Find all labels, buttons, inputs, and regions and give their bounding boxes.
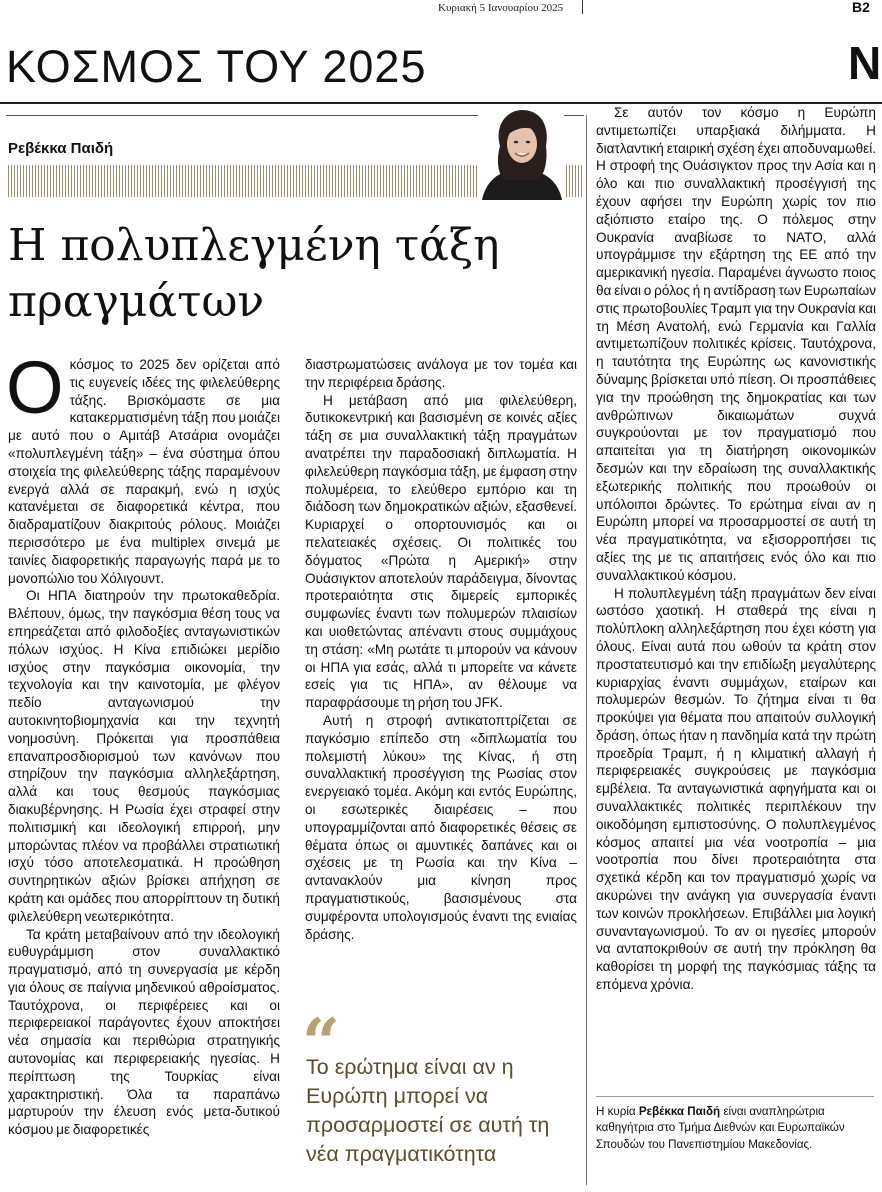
paragraph-text: κόσμος το 2025 δεν ορίζεται από τις ευγενείς ιδέες της φιλελεύθερης τάξης. Βρισκόμαστε σε μια κατακερματισμένη τάξη που μοιάζει με αυτό που ο Αμιτάβ Ατσάρια ονομάζει «πολυπλεγμένη τάξη» – ένα σύστημα όπου στοιχεία της φιλελεύθερης τάξης παραμένουν ενεργά αλλά σε παρακμή, ενώ η ισχύς κατανέμεται σε διαφορετικά κέντρα, που διαδραματίζουν διακριτούς ρόλους. Μοιάζει περισσότερο με ένα multiplex σινεμά με ταινίες διαφορετικής παραγωγής παρά με το μονοπώλιο του Χόλιγουντ. [8,357,280,586]
column-rule [586,115,587,1185]
article-column-2 [305,356,577,943]
paragraph: Τα κράτη μεταβαίνουν από την ιδεολογική ευθυγράμμιση στον συναλλακτικό πραγματισμό, από τη συνεργασία με κέρδη για όλους σε παίγνια μηδενικού αθροίσματος. Ταυτόχρονα, οι περιφέρειες και οι περιφερειακοί παράγοντες έχουν αποκτήσει νέα σημασία και περιθώρια στρατηγικής αυτονομίας και περιφερειακής ηγεσίας. Η περίπτωση της Τουρκίας είναι χαρακτηριστική. Όλα τα παραπάνω μαρτυρούν την έλευση ενός μετα-δυτικού κόσμου με διαφορετικές [8,926,280,1138]
paragraph [6,346,280,587]
paragraph: Οι ΗΠΑ διατηρούν την πρωτοκαθεδρία. Βλέπουν, όμως, την παγκόσμια θέση τους να επηρεάζεται από φιλοδοξίες ανταγωνιστικών πόλων ισχύος. Η Κίνα επιδιώκει μερίδιο ισχύος στην παγκόσμια οικονομία, την τεχνολογία και την καινοτομία, με φλέγον πεδίο ανταγωνισμού την αυτοκινητοβιομηχανία και την τεχνητή νοημοσύνη. Πρόκειται για προσπάθεια επαναπροσδιορισμού των κανόνων που στηρίζουν την παγκόσμια αλληλεξάρτηση, αλλά και τους θεσμούς παγκόσμιας διακυβέρνησης. Η Ρωσία έχει στραφεί στην πολιτισμική και ιδεολογική επιρροή, μην μπορώντας πλέον να προβάλλει στρατιωτική ισχύ τόσο αποτελεσματικά. Η προώθηση συντηρητικών αξιών βρίσκει απήχηση σε κράτη και ομάδες που απορρίπτουν τη δυτική φιλελεύθερη νεωτερικότητα. [8,588,280,924]
author-byline: Ρεβέκκα Παιδή [8,140,114,157]
paragraph: Η πολυπλεγμένη τάξη πραγμάτων δεν είναι ωστόσο χαοτική. Η σταθερά της είναι η πολύπλοκη αλληλεξάρτηση που έχει κόστη για όλους. Είναι αυτά που ωθούν τα κράτη στον προστατευτισμό και την επιδίωξη μεγαλύτερης κυριαρχίας έναντι συμμάχων, εταίρων και πολυμερών θεσμών. Το ζήτημα είναι τι θα προκύψει για θέματα που απαιτούν συλλογική δράση, όπως ήταν η πανδημία κατά την πρώτη προεδρία Τραμπ, ή η κλιματική αλλαγή ή περιφερειακές συγκρούσεις με παγκόσμια εμβέλεια. Τα ανταγωνιστικά αφηγήματα και οι συναλλακτικές πολιτικές περιπλέκουν την οικοδόμηση εμπιστοσύνης. Ο πολυπλεγμένος κόσμος απαιτεί μια νέα νοοτροπία – μια νοοτροπία που δίνει προτεραιότητα στα σχετικά κέρδη και τον πραγματισμό χωρίς να ακυρώνει την ανάγκη για συνεργασία έναντι των κοινών προκλήσεων. Επιβάλλει μια λογική συνανταγωνισμού. Το αν οι ηγεσίες μπορούν να ανταποκριθούν σε αυτή την πρόκληση θα καθορίσει τη μορφή της παγκόσμιας τάξης τα επόμενα χρόνια. [596,585,876,993]
bio-rule [596,1096,874,1097]
author-portrait-image [478,106,564,200]
pull-quote: Το ερώτημα είναι αν η Ευρώπη μπορεί να προσαρμοστεί σε αυτή τη νέα πραγματικότητα [306,1055,550,1166]
issue-date: Κυριακή 5 Ιανουαρίου 2025 [438,2,564,14]
drop-cap: Ο [6,346,64,429]
quote-mark-icon: “ [302,1004,340,1082]
bio-name: Ρεβέκκα Παιδή [638,1105,721,1118]
paragraph: Η μετάβαση από μια φιλελεύθερη, δυτικοκεντρική και βασισμένη σε κοινές αξίες τάξη σε μια συναλλακτική τάξη πραγμάτων ανατρέπει την παραδοσιακή διπλωματία. Η φιλελεύθερη παγκόσμια τάξη, με έμφαση στην πολυμέρεια, το ελεύθερο εμπόριο και τη διάδοση των δημοκρατικών αξιών, εξασθενεί. Κυριαρχεί ο οπορτουνισμός και οι πελατειακές σχέσεις. Οι πολιτικές του δόγματος «Πρώτα η Αμερική» στην Ουάσιγκτον αποτελούν παράδειγμα, δίνοντας προτεραιότητα στις διμερείς εμπορικές συμφωνίες έναντι των πολυμερών πλαισίων και υιοθετώντας απέναντι στους συμμάχους τη στάση: «Μη ρωτάτε τι μπορούν να κάνουν οι ΗΠΑ για εσάς, αλλά τι μπορείτε να κάνετε εσείς για τις ΗΠΑ», αν θέλουμε να παραφράσουμε τη ρήση του JFK. [305,392,577,711]
article-column-3 [596,104,876,994]
bio-text: είναι αναπληρώτρια καθηγήτρια στο Τμήμα Διεθνών και Ευρωπαϊκών Σπουδών του Πανεπιστημίου Μακεδονίας. [596,1105,845,1151]
date-divider [582,0,583,14]
paragraph: διαστρωματώσεις ανάλογα με τον τομέα και την περιφέρεια δράσης. [305,357,577,390]
author-photo [478,106,564,200]
article-headline: Η πολυπλεγμένη τάξη πραγμάτων [8,220,500,327]
author-bio [596,1104,876,1153]
newspaper-logo: N [848,37,882,89]
section-title: ΚΟΣΜΟΣ ΤΟΥ 2025 [6,41,427,92]
article-column-1 [6,346,280,1139]
bio-prefix: Η κυρία [596,1105,639,1118]
paragraph: Αυτή η στροφή αντικατοπτρίζεται σε παγκόσμιο επίπεδο στη «διπλωματία του πολεμιστή λύκου» της Κίνας, ή στη συναλλακτική προσέγγιση της Ρωσίας στον ενεργειακό τομέα. Ακόμη και εντός Ευρώπης, οι εσωτερικές διαιρέσεις – που υπογραμμίζονται από διαφορετικές θέσεις σε θέματα όπως οι αμυντικές δαπάνες και οι σχέσεις με τη Ρωσία και την Κίνα – αντανακλούν μια κίνηση προς πραγματιστικούς, βασισμένους στα συμφέροντα υπολογισμούς έναντι της ενιαίας δράσης. [305,712,577,942]
page-number: B2 [852,0,870,15]
paragraph: Σε αυτόν τον κόσμο η Ευρώπη αντιμετωπίζει υπαρξιακά διλήμματα. Η διατλαντική εταιρική σχέση έχει αποδυναμωθεί. Η στροφή της Ουάσιγκτον προς την Ασία και η όλο και πιο συναλλακτική προσέγγισή της έχουν αφήσει την Ευρώπη χωρίς τον πιο αξιόπιστο εταίρο της. Ο πόλεμος στην Ουκρανία αναβίωσε το ΝΑΤΟ, αλλά υπογράμμισε την εξάρτηση της ΕΕ από την αμερικανική ηγεσία. Παραμένει άγνωστο ποιος θα είναι ο ρόλος ή η αντίδραση των Ευρωπαίων στις πρωτοβουλίες Τραμπ για την Ουκρανία και τη Μέση Ανατολή, ενώ Γερμανία και Γαλλία αντιμετωπίζουν πολιτικές κρίσεις. Ταυτόχρονα, η ταυτότητα της Ευρώπης ως κανονιστικής δύναμης βρίσκεται υπό πίεση. Οι προσπάθειες για την προώθηση της δημοκρατίας και των ανθρώπινων δικαιωμάτων συχνά συγκρούονται με τον πραγματισμό που απαιτείται για τη διατήρηση οικονομικών δεσμών και την εδραίωση της συναλλακτικής εξωτερικής πολιτικής που προωθούν οι υπόλοιποι δρώντες. Το ερώτημα είναι αν η Ευρώπη μπορεί να προσαρμοστεί σε αυτή τη νέα πραγματικότητα, να εξισορροπήσει τις αξίες της με τις απαιτήσεις ενός όλο και πιο συναλλακτικού κόσμου. [596,105,876,583]
